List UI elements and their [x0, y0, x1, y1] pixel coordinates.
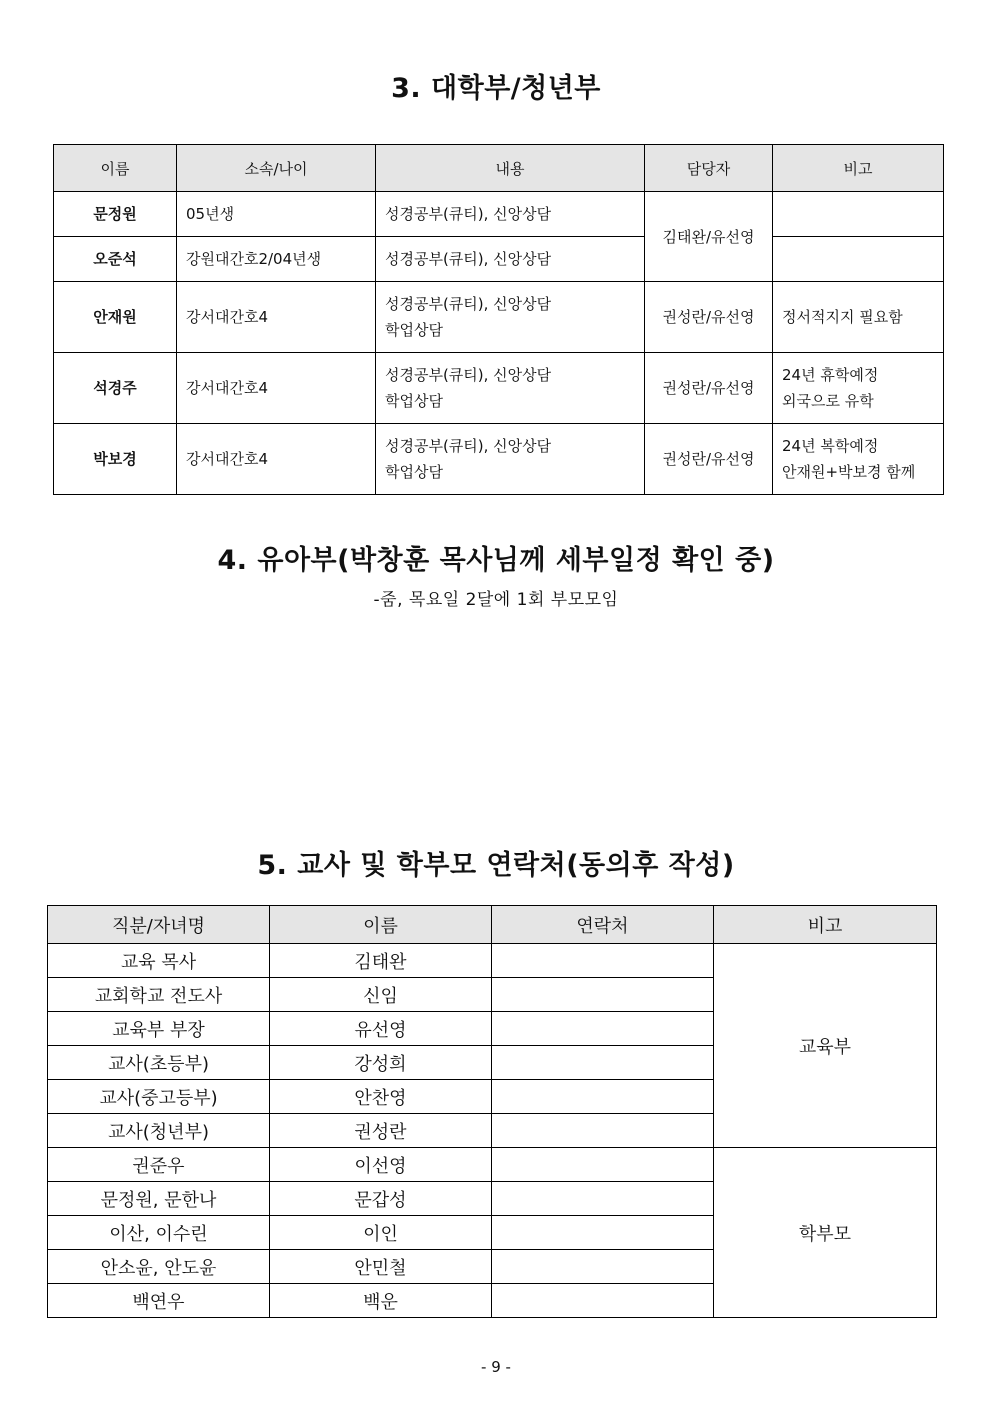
row-name: 박보경 [54, 424, 177, 495]
row-manager: 권성란/유선영 [645, 282, 773, 353]
note-line: 24년 복학예정 [782, 437, 879, 455]
row-name: 문정원 [54, 192, 177, 237]
note-line: 정서적지지 필요함 [782, 308, 903, 326]
content-line: 성경공부(큐티), 신앙상담 [385, 366, 552, 384]
row-content [376, 424, 645, 495]
row-affiliation: 강서대간호4 [177, 353, 376, 424]
row-name: 이인 [270, 1216, 492, 1250]
table-header-row [48, 906, 937, 944]
content-line: 성경공부(큐티), 신앙상담 [385, 437, 552, 455]
row-role: 백연우 [48, 1284, 270, 1318]
row-role: 안소윤, 안도윤 [48, 1250, 270, 1284]
section5-title: 5. 교사 및 학부모 연락처(동의후 작성) [257, 850, 735, 881]
row-name: 오준석 [54, 237, 177, 282]
header-name: 이름 [270, 906, 492, 944]
row-role: 교회학교 전도사 [48, 978, 270, 1012]
row-note [773, 237, 944, 282]
header-role: 직분/자녀명 [48, 906, 270, 944]
content-line: 학업상담 [385, 392, 443, 410]
row-contact [492, 1216, 714, 1250]
row-affiliation: 강원대간호2/04년생 [177, 237, 376, 282]
header-name: 이름 [54, 145, 177, 192]
note-line: 24년 휴학예정 [782, 366, 879, 384]
table-row [54, 353, 944, 424]
row-name: 김태완 [270, 944, 492, 978]
table-row [54, 237, 944, 282]
group-note-parents: 학부모 [714, 1148, 937, 1318]
table-row [54, 424, 944, 495]
row-name: 이선영 [270, 1148, 492, 1182]
row-name: 신임 [270, 978, 492, 1012]
row-contact [492, 1046, 714, 1080]
row-contact [492, 1114, 714, 1148]
content-line: 성경공부(큐티), 신앙상담 [385, 295, 552, 313]
section3-title: 3. 대학부/청년부 [391, 73, 601, 104]
row-role: 문정원, 문한나 [48, 1182, 270, 1216]
row-contact [492, 1182, 714, 1216]
table-header-row [54, 145, 944, 192]
row-name: 유선영 [270, 1012, 492, 1046]
contacts-table [47, 905, 937, 1318]
row-name: 안재원 [54, 282, 177, 353]
row-content [376, 353, 645, 424]
table-row [54, 282, 944, 353]
row-name: 석경주 [54, 353, 177, 424]
row-role: 교사(중고등부) [48, 1080, 270, 1114]
row-content [376, 282, 645, 353]
content-line: 학업상담 [385, 463, 443, 481]
row-manager: 권성란/유선영 [645, 424, 773, 495]
content-line: 학업상담 [385, 321, 443, 339]
row-note [773, 282, 944, 353]
note-line: 안재원+박보경 함께 [782, 463, 916, 481]
row-note [773, 192, 944, 237]
row-role: 교육 목사 [48, 944, 270, 978]
header-note: 비고 [714, 906, 937, 944]
table-row [54, 192, 944, 237]
content-line: 성경공부(큐티), 신앙상담 [385, 250, 552, 268]
table-row [48, 1148, 937, 1182]
row-contact [492, 1148, 714, 1182]
row-content [376, 237, 645, 282]
row-name: 백운 [270, 1284, 492, 1318]
row-role: 이산, 이수린 [48, 1216, 270, 1250]
row-contact [492, 1250, 714, 1284]
table-row [48, 944, 937, 978]
section4-title: 4. 유아부(박창훈 목사님께 세부일정 확인 중) [217, 545, 775, 576]
header-content: 내용 [376, 145, 645, 192]
section4-subtitle: -줌, 목요일 2달에 1회 부모모임 [373, 590, 619, 610]
row-manager: 권성란/유선영 [645, 353, 773, 424]
header-affiliation: 소속/나이 [177, 145, 376, 192]
row-role: 권준우 [48, 1148, 270, 1182]
row-name: 안민철 [270, 1250, 492, 1284]
row-contact [492, 944, 714, 978]
row-content [376, 192, 645, 237]
row-note [773, 424, 944, 495]
row-affiliation: 05년생 [177, 192, 376, 237]
row-role: 교사(초등부) [48, 1046, 270, 1080]
page-number: - 9 - [481, 1358, 511, 1376]
row-name: 문갑성 [270, 1182, 492, 1216]
header-note: 비고 [773, 145, 944, 192]
row-contact [492, 1012, 714, 1046]
row-name: 권성란 [270, 1114, 492, 1148]
header-manager: 담당자 [645, 145, 773, 192]
content-line: 성경공부(큐티), 신앙상담 [385, 205, 552, 223]
row-contact [492, 1080, 714, 1114]
row-affiliation: 강서대간호4 [177, 424, 376, 495]
row-role: 교육부 부장 [48, 1012, 270, 1046]
college-youth-table [53, 144, 944, 495]
row-name: 강성희 [270, 1046, 492, 1080]
row-affiliation: 강서대간호4 [177, 282, 376, 353]
group-note-education: 교육부 [714, 944, 937, 1148]
row-role: 교사(청년부) [48, 1114, 270, 1148]
row-contact [492, 978, 714, 1012]
row-name: 안찬영 [270, 1080, 492, 1114]
note-line: 외국으로 유학 [782, 392, 874, 410]
header-contact: 연락처 [492, 906, 714, 944]
row-manager: 김태완/유선영 [645, 192, 773, 282]
row-note [773, 353, 944, 424]
row-contact [492, 1284, 714, 1318]
